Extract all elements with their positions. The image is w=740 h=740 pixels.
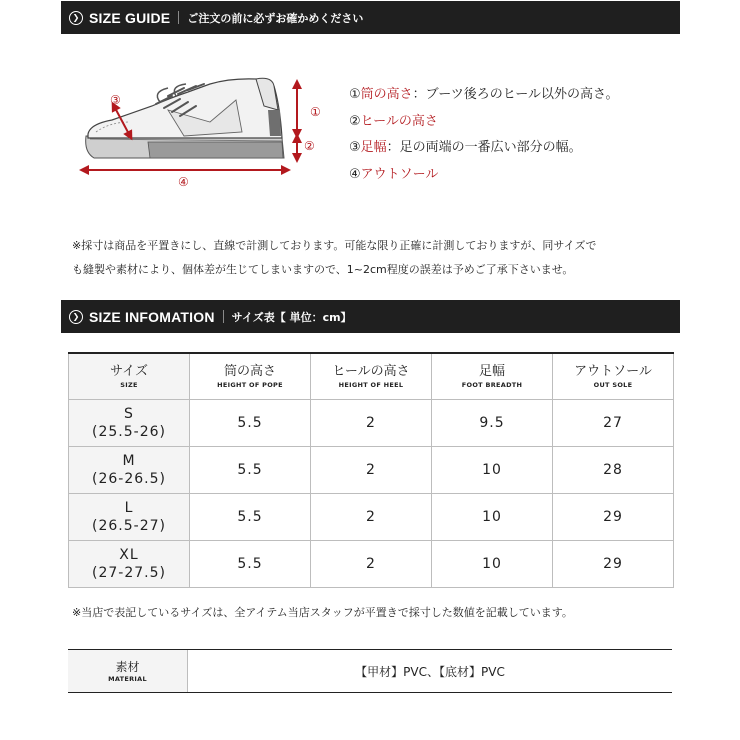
- marker-3: ③: [110, 93, 121, 107]
- value-cell: 28: [553, 447, 674, 494]
- col-header-breadth: 足幅 FOOT BREADTH: [432, 353, 553, 400]
- divider: [178, 11, 179, 24]
- size-guide-header: [61, 1, 680, 34]
- value-cell: 10: [432, 494, 553, 541]
- value-cell: 10: [432, 447, 553, 494]
- size-guide-title: SIZE GUIDE: [89, 9, 171, 26]
- value-cell: 27: [553, 400, 674, 447]
- size-cell: L (26.5-27): [69, 494, 190, 541]
- size-table: [68, 352, 674, 588]
- value-cell: 2: [311, 447, 432, 494]
- size-info-header: [61, 300, 680, 333]
- size-note: ※当店で表記しているサイズは、全アイテム当店スタッフが平置きで採寸した数値を記載しています。: [72, 606, 573, 619]
- value-cell: 5.5: [190, 541, 311, 588]
- chevron-right-icon: ❯: [69, 11, 83, 25]
- divider: [223, 310, 224, 323]
- measurement-note: ※採寸は商品を平置きにし、直線で計測しております。可能な限り正確に計測しておりますが、同サイズで も縫製や素材により、個体差が生じてしまいますので、1~2cm程度の誤差は予めご了承下さいませ。: [72, 239, 597, 276]
- value-cell: 29: [553, 494, 674, 541]
- material-label: 素材 MATERIAL: [68, 650, 188, 692]
- table-row: [69, 494, 674, 541]
- legend-item: ②ヒールの高さ: [349, 113, 438, 129]
- table-header-row: [69, 353, 674, 400]
- col-header-outsole: アウトソール OUT SOLE: [553, 353, 674, 400]
- legend-item: ①筒の高さ：ブーツ後ろのヒール以外の高さ。: [349, 87, 619, 102]
- marker-2: ②: [304, 139, 315, 153]
- value-cell: 5.5: [190, 447, 311, 494]
- value-cell: 29: [553, 541, 674, 588]
- size-cell: S (25.5-26): [69, 400, 190, 447]
- table-row: [69, 447, 674, 494]
- size-cell: XL (27-27.5): [69, 541, 190, 588]
- value-cell: 10: [432, 541, 553, 588]
- material-value: 【甲材】PVC、【底材】PVC: [355, 664, 505, 679]
- col-header-heel: ヒールの高さ HEIGHT OF HEEL: [311, 353, 432, 400]
- table-row: [69, 541, 674, 588]
- size-info-subtitle: サイズ表【 単位：cm】: [231, 310, 352, 324]
- legend-item: ④アウトソール: [349, 166, 439, 182]
- material-row: [68, 649, 672, 693]
- size-cell: M (26-26.5): [69, 447, 190, 494]
- value-cell: 2: [311, 494, 432, 541]
- col-header-size: サイズ SIZE: [69, 353, 190, 400]
- value-cell: 2: [311, 400, 432, 447]
- size-info-title: SIZE INFOMATION: [89, 308, 215, 325]
- marker-1: ①: [310, 105, 321, 119]
- measurement-legend: [349, 82, 618, 188]
- value-cell: 5.5: [190, 494, 311, 541]
- col-header-pope: 筒の高さ HEIGHT OF POPE: [190, 353, 311, 400]
- value-cell: 5.5: [190, 400, 311, 447]
- legend-item: ③足幅：足の両端の一番広い部分の幅。: [349, 140, 582, 155]
- value-cell: 9.5: [432, 400, 553, 447]
- value-cell: 2: [311, 541, 432, 588]
- sneaker-illustration: [60, 66, 350, 196]
- chevron-right-icon: ❯: [69, 310, 83, 324]
- table-row: [69, 400, 674, 447]
- marker-4: ④: [178, 175, 189, 189]
- size-guide-subtitle: ご注文の前に必ずお確かめください: [187, 11, 364, 25]
